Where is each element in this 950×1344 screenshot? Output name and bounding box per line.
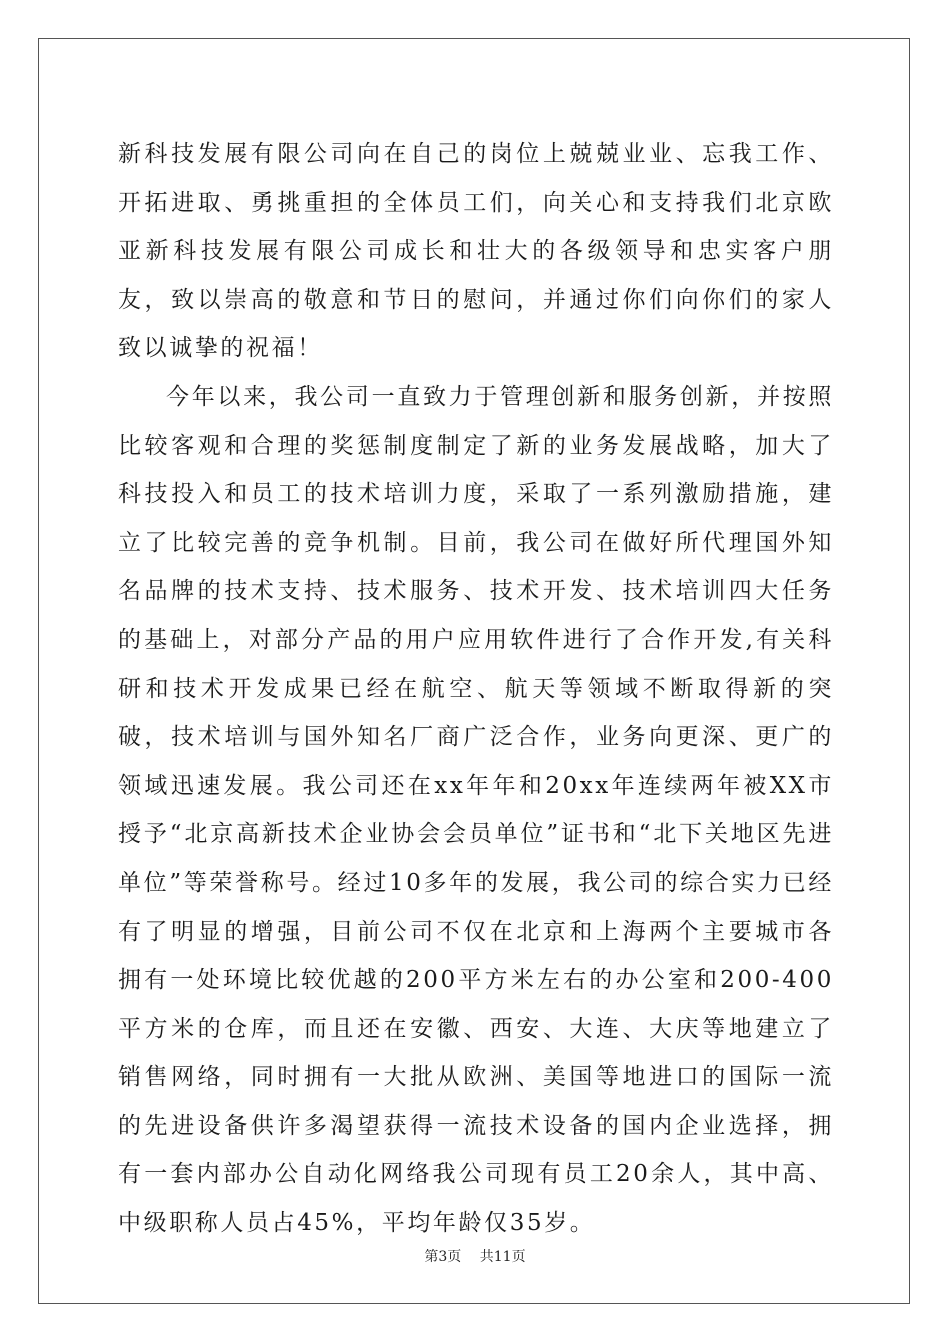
page-number: 第3页 [424, 1249, 462, 1265]
page-footer [0, 1246, 950, 1266]
page-total: 共11页 [479, 1249, 526, 1265]
document-body [118, 130, 834, 1248]
paragraph-1: 新科技发展有限公司向在自己的岗位上兢兢业业、忘我工作、开拓进取、勇挑重担的全体员工们，向关心和支持我们北京欧亚新科技发展有限公司成长和壮大的各级领导和忠实客户朋友，致以崇高的敬意和节日的慰问，并通过你们向你们的家人致以诚挚的祝福！ [118, 141, 834, 362]
paragraph-2: 今年以来，我公司一直致力于管理创新和服务创新，并按照比较客观和合理的奖惩制度制定了新的业务发展战略，加大了科技投入和员工的技术培训力度，采取了一系列激励措施，建立了比较完善的竞争机制。目前，我公司在做好所代理国外知名品牌的技术支持、技术服务、技术开发、技术培训四大任务的基础上，对部分产品的用户应用软件进行了合作开发,有关科研和技术开发成果已经在航空、航天等领域不断取得新的突破，技术培训与国外知名厂商广泛合作，业务向更深、更广的领域迅速发展。我公司还在xx年年和20xx年连续两年被XX市授予“北京高新技术企业协会会员单位”证书和“北下关地区先进单位”等荣誉称号。经过10多年的发展，我公司的综合实力已经有了明显的增强，目前公司不仅在北京和上海两个主要城市各拥有一处环境比较优越的200平方米左右的办公室和200-400平方米的仓库，而且还在安徽、西安、大连、大庆等地建立了销售网络，同时拥有一大批从欧洲、美国等地进口的国际一流的先进设备供许多渴望获得一流技术设备的国内企业选择，拥有一套内部办公自动化网络我公司现有员工20余人，其中高、中级职称人员占45%，平均年龄仅35岁。 [118, 383, 834, 1237]
